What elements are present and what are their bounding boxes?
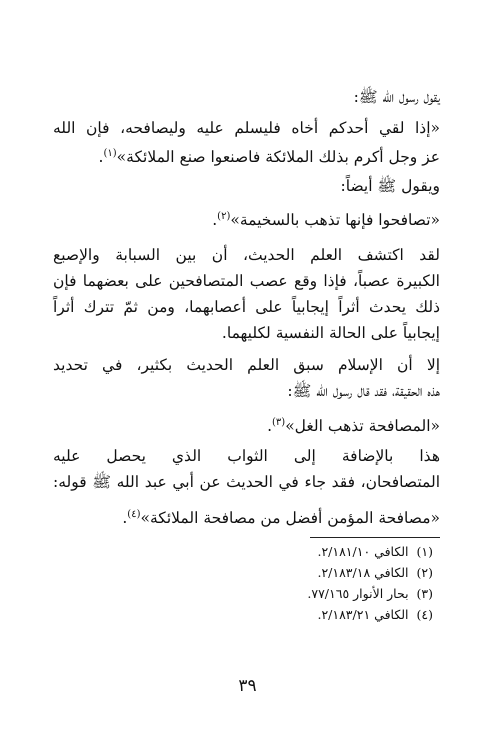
footnote-1: (١) الكافي ٢/١٨١/١٠.: [317, 544, 433, 559]
footnote-2: (٢) الكافي ٢/١٨٣/١٨.: [317, 565, 433, 580]
body-line-4: ويقول ﷺ أيضاً:: [340, 177, 440, 195]
footnote-divider: [310, 537, 440, 538]
body-line-2: «إذا لقي أحدكم أخاه فليسلم عليه وليصافحه، فإن الله: [53, 119, 440, 137]
footnote-3: (٣) بحار الأنوار ٧٧/١٦٥.: [307, 586, 433, 601]
body-line-13: هذا بالإضافة إلى الثواب الذي يحصل عليه: [53, 447, 440, 465]
body-line-11: هذه الحقيقة، فقد قال رسول الله ﷺ:: [287, 382, 440, 400]
body-line-12: «المصافحة تذهب الغل»$^{(٣)}$.: [267, 417, 440, 436]
body-line-5: «تصافحوا فإنها تذهب بالسخيمة»$^{(٢)}$.: [212, 211, 440, 230]
footnote-ref-4: (٤): [127, 509, 141, 520]
body-line-6: لقد اكتشف العلم الحديث، أن بين السبابة والإصبع: [53, 246, 440, 264]
body-line-10: إلا أن الإسلام سبق العلم الحديث بكثير، في تحديد: [53, 356, 440, 374]
body-line-1: يقول رسول الله ﷺ:: [353, 88, 440, 106]
footnote-4: (٤) الكافي ٢/١٨٣/٢١.: [317, 607, 433, 622]
body-line-15: «مصافحة المؤمن أفضل من مصافحة الملائكة»$^{(٤)}$.: [122, 509, 440, 528]
body-line-8: ذلك يحدث أثراً إيجابياً على أعصابهما، ومن ثمّ تترك أثراً: [53, 298, 440, 316]
body-line-14: المتصافحان، فقد جاء في الحديث عن أبي عبد الله ﷺ قوله:: [53, 473, 440, 491]
footnote-ref-3: (٣): [272, 417, 286, 428]
body-line-7: الكبيرة عصباً، فإذا وقع عصب المتصافحين على بعضهما فإن: [53, 272, 440, 290]
body-line-9: إيجابياً على الحالة النفسية لكليهما.: [221, 324, 440, 342]
body-line-3: عز وجل أكرم بذلك الملائكة فاصنعوا صنع الملائكة»$^{(١)}$.: [98, 148, 440, 167]
footnote-ref-2: (٢): [217, 211, 231, 222]
footnote-ref-1: (١): [103, 148, 117, 159]
page-number: ٣٩: [238, 676, 257, 696]
